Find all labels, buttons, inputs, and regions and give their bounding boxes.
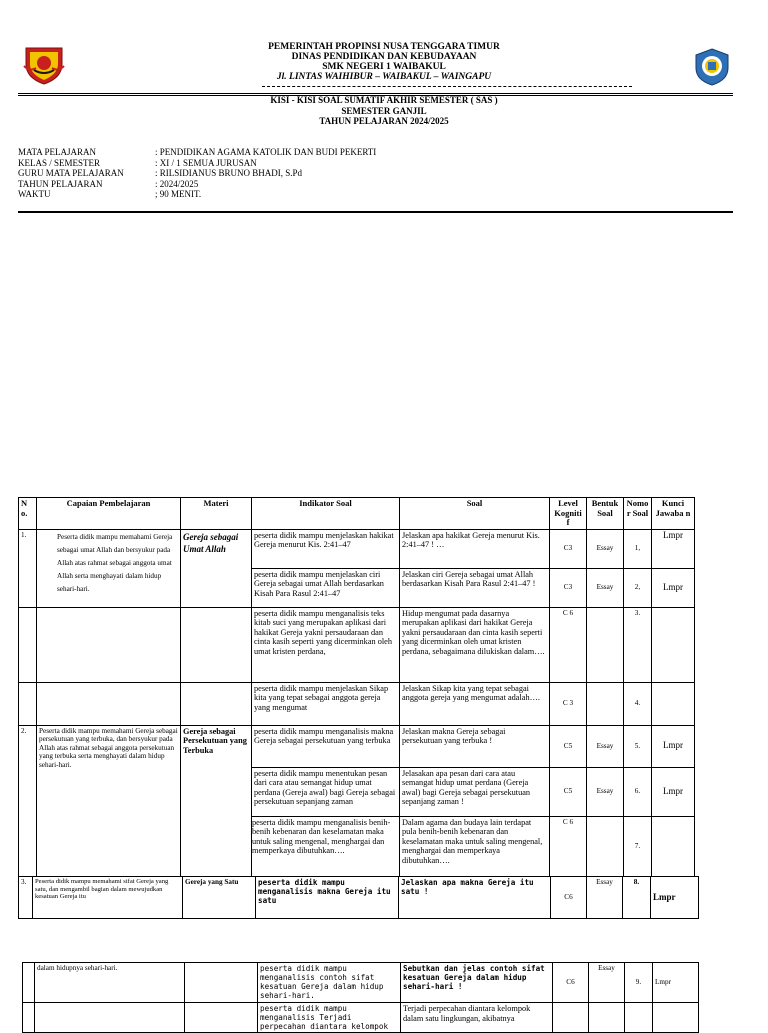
col-level: Level Kogniti f [550, 498, 587, 530]
header-line-3: SMK NEGERI 1 WAIBAKUL [322, 62, 446, 72]
table-header-row [19, 498, 695, 530]
title-line-2: SEMESTER GANJIL [341, 105, 427, 116]
info-row: TAHUN PELAJARAN : 2024/2025 [18, 178, 199, 189]
table-row: peserta didik mampu menentukan pesan dari cara atau semangat hidup umat perdana (Gereja awal) bagi Gereja sebagai persekutuan sepanjang zaman Jelasakan apa pesan dari cara atau semangat hidup umat perdana (Gereja awal) bagi Gereja sebagai persekutuan sepanjang zaman ! C5 Essay 6. Lmpr [19, 767, 695, 816]
dashed-divider [262, 86, 632, 87]
kisi-table-row3 [18, 876, 699, 919]
kisi-table-page2 [22, 962, 699, 1033]
col-no: N o. [19, 498, 37, 530]
col-kunci: Kunci Jawaba n [652, 498, 695, 530]
table-row: peserta didik mampu menganalisis benih-benih kebenaran dan keselamatan maka untuk saling mengenal, menghargai dan memperkaya dibutuhkan…. Dalam agama dan budaya lain terdapat pula benih-benih kebenaran dan keselamatan maka untuk saling mengenal, menghargai dan memperkaya dibutuhkan…. C 6 7. [19, 816, 695, 876]
header-line-2: DINAS PENDIDIKAN DAN KEBUDAYAAN [291, 52, 477, 62]
col-materi: Materi [181, 498, 252, 530]
table-row: peserta didik mampu menjelaskan ciri Gereja sebagai umat Allah berdasarkan Kisah Para Rasul 2:41–47 Jelaskan ciri Gereja sebagai umat Allah berdasarkan Kisah Para Rasul 2:41–47 ! C3 Essay 2, Lmpr [19, 568, 695, 607]
info-row: KELAS / SEMESTER : XI / 1 SEMUA JURUSAN [18, 157, 257, 168]
title-line-1: KISI - KISI SOAL SUMATIF AKHIR SEMESTER ( SAS ) [270, 95, 498, 105]
title-line-3: TAHUN PELAJARAN 2024/2025 [319, 116, 449, 126]
header-address: Jl. LINTAS WAIHIBUR – WAIBAKUL – WAINGAPU [276, 72, 492, 82]
col-indikator: Indikator Soal [252, 498, 400, 530]
info-rule [18, 211, 733, 213]
table-row: 1. Peserta didik mampu memahami Gereja sebagai umat Allah dan bersyukur pada Allah atas rahmat sebagai anggota umat Allah serta menghayati dalam hidup sehari-hari. Gereja sebagai Umat Allah peserta didik mampu menjelaskan hakikat Gereja menurut Kis. 2:41–47 Jelaskan apa hakikat Gereja menurut Kis. 2:41–47 ! … C3 Essay 1, Lmpr [19, 529, 695, 568]
table-row: peserta didik mampu menganalisis teks kitab suci yang merupakan aplikasi dari hakikat Gereja yakni persaudaraan dan cinta kasih seperti yang dicerminkan oleh umat kristen perdana, Hidup mengumat pada dasarnya merupakan aplikasi dari hakikat Gereja yakni persaudaraan dan cinta kasih seperti yang dicerminkan oleh umat kristen perdana, sebagaimana dilukiskan dalam…. C 6 3. [19, 607, 695, 682]
header-rule [18, 93, 733, 94]
kisi-table [18, 497, 695, 877]
col-capaian: Capaian Pembelajaran [37, 498, 181, 530]
col-bentuk: Bentuk Soal [587, 498, 624, 530]
table-row: 3. Peserta didik mampu memahami sifat Gereja yang satu, dan mengambil bagian dalam mewujudkan kesatuan Gereja itu Gereja yang Satu peserta didik mampu menganalisis makna Gereja itu satu Jelaskan apa makna Gereja itu satu ! C6 Essay 8. Lmpr [19, 877, 699, 919]
info-row: GURU MATA PELAJARAN : RILSIDIANUS BRUNO BHADI, S.Pd [18, 168, 303, 178]
table-row: peserta didik mampu menjelaskan Sikap kita yang tepat sebagai anggota gereja yang mengumat Jelaskan Sikap kita yang tepat sebagai anggota gereja yang mengumat adalah…. C 3 4. [19, 682, 695, 725]
col-nomor: Nomo r Soal [624, 498, 652, 530]
table-row: dalam hidupnya sehari-hari. peserta didik mampu menganalisis contoh sifat kesatuan Gereja dalam hidup sehari-hari. Sebutkan dan jelas contoh sifat kesatuan Gereja dalam hidup sehari-hari ! C6 Essay 9. Lmpr [23, 963, 699, 1003]
info-row: MATA PELAJARAN : PENDIDIKAN AGAMA KATOLIK DAN BUDI PEKERTI [18, 147, 377, 157]
table-row: peserta didik mampu menganalisis Terjadi perpecahan diantara kelompok Terjadi perpecahan diantara kelompok dalam satu lingkungan, akibatnya [23, 1003, 699, 1033]
info-block [18, 147, 376, 200]
col-soal: Soal [400, 498, 550, 530]
header-line-1: PEMERINTAH PROPINSI NUSA TENGGARA TIMUR [268, 42, 500, 52]
table-row: 2. Peserta didik mampu memahami Gereja sebagai persekutuan yang terbuka, dan bersyukur pada Allah atas rahmat sebagai anggota persekutuan yang terbuka serta menghayati dalam hidup sehari-hari. Gereja sebagai Persekutuan yang Terbuka peserta didik mampu menganalisis makna Gereja sebagai persekutuan yang terbuka Jelaskan makna Gereja sebagai persekutuan yang terbuka ! C5 Essay 5. Lmpr [19, 725, 695, 767]
info-row: WAKTU ; 90 MENIT. [18, 189, 202, 199]
